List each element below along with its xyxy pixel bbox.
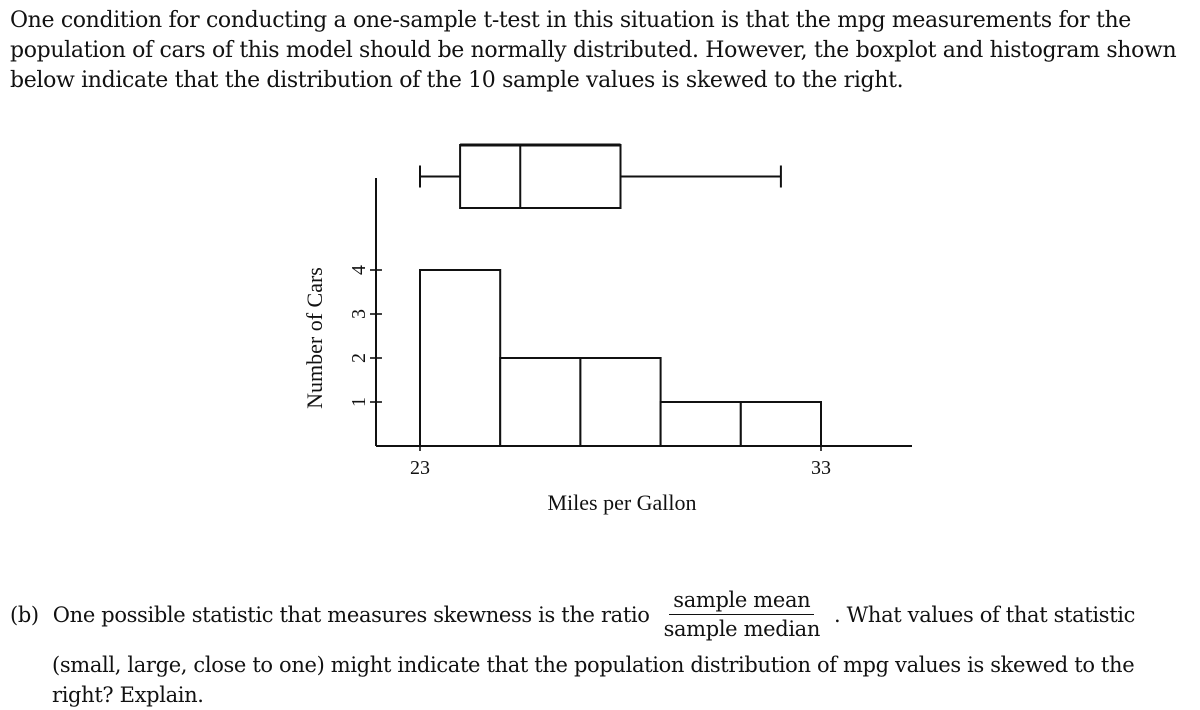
histogram-bar-5 [741, 402, 821, 446]
boxplot [420, 145, 781, 208]
question-b-line-1 [10, 586, 1135, 643]
histogram-bar-2 [500, 358, 580, 446]
chart-svg [290, 130, 930, 520]
x-tick-label-33: 33 [811, 457, 831, 479]
histogram-bar-4 [661, 402, 741, 446]
fraction-numerator: sample mean [669, 586, 814, 615]
intro-line-3: below indicate that the distribution of the 10 sample values is skewed to the right. [10, 68, 904, 93]
y-tick-label-4: 4 [348, 265, 370, 275]
question-line-2: (small, large, close to one) might indicate that the population distribution of mpg values is skewed to the [52, 653, 1135, 677]
ratio-fraction [660, 586, 824, 643]
histogram-bar-1 [420, 270, 500, 446]
histogram-boxplot-chart [290, 130, 930, 520]
y-tick-label-2: 2 [348, 353, 370, 363]
intro-line-1: One condition for conducting a one-sample t-test in this situation is that the mpg measurements for the [10, 8, 1131, 33]
x-ticks [410, 446, 831, 479]
question-text-before: One possible statistic that measures skewness is the ratio [52, 602, 650, 627]
fraction-denominator: sample median [663, 617, 821, 641]
question-text-after: . What values of that statistic [834, 602, 1136, 627]
y-axis-label: Number of Cars [302, 267, 327, 409]
question-label: (b) [10, 602, 39, 627]
histogram-bar-3 [580, 358, 660, 446]
histogram-bars [420, 270, 821, 446]
y-tick-label-3: 3 [348, 309, 370, 319]
x-axis-label: Miles per Gallon [547, 490, 697, 515]
boxplot-box [460, 145, 620, 208]
intro-paragraph [10, 6, 1195, 96]
question-b-continuation [52, 650, 1134, 710]
intro-line-2: population of cars of this model should be normally distributed. However, the boxplot and histogram shown [10, 38, 1177, 63]
y-tick-label-1: 1 [348, 397, 370, 407]
x-tick-label-23: 23 [410, 457, 430, 479]
question-line-3: right? Explain. [52, 683, 204, 707]
